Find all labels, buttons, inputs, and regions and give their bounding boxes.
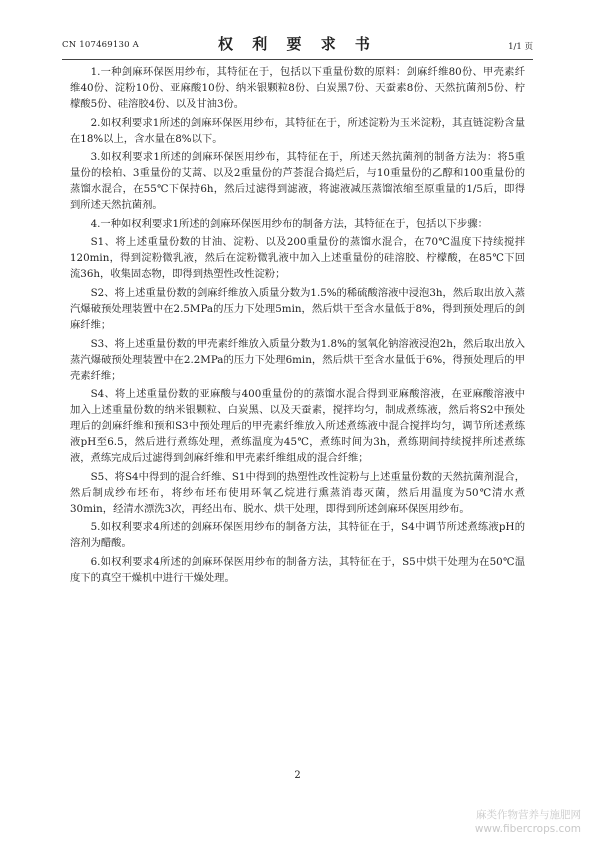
claim-5: 5.如权利要求4所述的剑麻环保医用纱布的制备方法，其特征在于，S4中调节所述煮练液pH的溶剂为醋酸。 bbox=[70, 521, 525, 550]
claim-4: 4.一种如权利要求1所述的剑麻环保医用纱布的制备方法，其特征在于，包括以下步骤： bbox=[90, 217, 488, 230]
claim-4-step-s2: S2、将上述重量份数的剑麻纤维放入质量分数为1.5%的稀硫酸溶液中浸泡3h，然后取出放入蒸汽爆破预处理装置中在2.5MPa的压力下处理5min，然后烘干至含水量低于8%，得到预处理后的剑麻纤维； bbox=[70, 286, 525, 331]
page-number: 2 bbox=[294, 770, 301, 781]
document-header bbox=[62, 30, 533, 58]
claim-6: 6.如权利要求4所述的剑麻环保医用纱布的制备方法，其特征在于，S5中烘干处理为在50℃温度下的真空干燥机中进行干燥处理。 bbox=[70, 555, 525, 584]
page-indicator: 1/1 页 bbox=[508, 42, 533, 52]
watermark-url: www.fibercrops.com bbox=[474, 823, 581, 835]
claim-3: 3.如权利要求1所述的剑麻环保医用纱布，其特征在于，所述天然抗菌剂的制备方法为：将5重量份的桧柏、3重量份的艾蒿、以及2重量份的芦荟混合捣烂后，与10重量份的乙醇和100重量份的蒸馏水混合，在55℃下保持6h，然后过滤得到滤液，将滤液减压蒸馏浓缩至原重量的1/5后，即得到所述天然抗菌剂。 bbox=[70, 151, 525, 212]
claim-2: 2.如权利要求1所述的剑麻环保医用纱布，其特征在于，所述淀粉为玉米淀粉，其直链淀粉含量在18%以上，含水量在8%以下。 bbox=[70, 116, 525, 145]
watermark-site-name: 麻类作物营养与施肥网 bbox=[476, 809, 581, 821]
claims-body bbox=[70, 64, 525, 589]
claim-4-step-s4: S4、将上述重量份数的亚麻酸与400重量份的的蒸馏水混合得到亚麻酸溶液，在亚麻酸溶液中加入上述重量份数的纳米银颗粒、白炭黑、以及天蚕素，搅拌均匀，制成煮练液，然后将S2中预处理后的剑麻纤维和预和S3中预处理后的甲壳素纤维放入所述煮练液中混合搅拌均匀，调节所述煮练液pH至6.5，然后进行煮练处理，煮练温度为45℃，煮练时间为3h，煮练期间持续搅拌所述煮练液，煮练完成后过滤得到剑麻纤维和甲壳素纤维组成的混合纤维； bbox=[70, 388, 525, 465]
claim-4-step-s5: S5、将S4中得到的混合纤维、S1中得到的热塑性改性淀粉与上述重量份数的天然抗菌剂混合，然后制成纱布坯布，将纱布坯布使用环氧乙烷进行熏蒸消毒灭菌，然后用温度为50℃清水煮30min，经清水漂洗3次，再经出布、脱水、烘干处理，即得到所述剑麻环保医用纱布。 bbox=[70, 470, 525, 515]
claim-4-step-s3: S3、将上述重量份数的甲壳素纤维放入质量分数为1.8%的氢氧化钠溶液浸泡2h，然后取出放入蒸汽爆破预处理装置中在2.2MPa的压力下处理6min，然后烘干至含水量低于6%，得预处理后的甲壳素纤维； bbox=[70, 337, 525, 382]
publication-number: CN 107469130 A bbox=[62, 40, 139, 50]
document-title: 权 利 要 求 书 bbox=[218, 35, 377, 53]
claim-1: 1.一种剑麻环保医用纱布，其特征在于，包括以下重量份数的原料：剑麻纤维80份、甲壳素纤维40份、淀粉10份、亚麻酸10份、纳米银颗粒8份、白炭黑7份、天蚕素8份、天然抗菌剂5份、柠檬酸5份、硅溶胶4份、以及甘油3份。 bbox=[70, 66, 525, 110]
watermark bbox=[475, 808, 581, 836]
claim-4-step-s1: S1、将上述重量份数的甘油、淀粉、以及200重量份的蒸馏水混合，在70℃温度下持续搅拌120min，得到淀粉微乳液，然后在淀粉微乳液中加入上述重量份的硅溶胶、柠檬酸，在85℃下回流36h，收集固态物，即得到热塑性改性淀粉； bbox=[70, 236, 525, 281]
header-divider bbox=[62, 59, 533, 60]
